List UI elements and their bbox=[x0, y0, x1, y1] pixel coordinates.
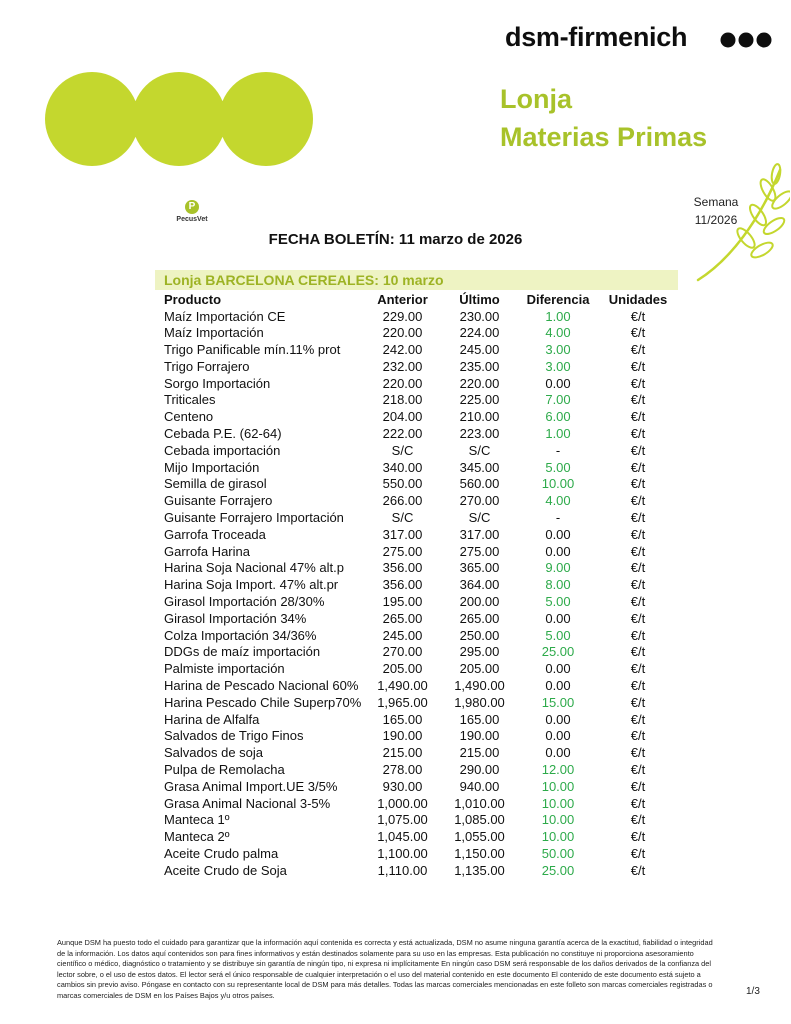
cell-units: €/t bbox=[630, 846, 646, 861]
cell-last: 560.00 bbox=[459, 476, 500, 492]
cell-previous: 930.00 bbox=[382, 778, 423, 794]
cell-product: Palmiste importación bbox=[164, 661, 285, 677]
cell-last: 345.00 bbox=[459, 459, 500, 475]
table-row bbox=[164, 594, 684, 611]
column-header-previous: Anterior bbox=[377, 292, 428, 307]
cell-product: Harina Soja Import. 47% alt.pr bbox=[164, 577, 339, 593]
cell-previous: 1,045.00 bbox=[377, 829, 428, 845]
table-row bbox=[164, 325, 684, 342]
cell-units: €/t bbox=[630, 762, 646, 778]
cell-last: 223.00 bbox=[459, 426, 500, 442]
cell-units: €/t bbox=[630, 745, 646, 761]
table-row bbox=[164, 846, 684, 863]
cell-last: 1,135.00 bbox=[454, 862, 505, 878]
cell-previous: 218.00 bbox=[382, 392, 423, 408]
cell-units: €/t bbox=[630, 375, 646, 391]
cell-product: Centeno bbox=[164, 409, 214, 425]
cell-product: Girasol Importación 28/30% bbox=[164, 594, 325, 610]
cell-product: Garrofa Troceada bbox=[164, 526, 266, 542]
cell-last: 1,980.00 bbox=[454, 694, 505, 710]
table-row bbox=[164, 628, 684, 645]
table-row bbox=[164, 560, 684, 577]
cell-previous: 1,965.00 bbox=[377, 694, 428, 710]
cell-units: €/t bbox=[630, 476, 646, 492]
table-row bbox=[164, 678, 684, 695]
cell-product: Sorgo Importación bbox=[164, 375, 271, 391]
cell-difference: 0.00 bbox=[545, 610, 571, 626]
cell-difference: 10.00 bbox=[541, 476, 575, 492]
cell-product: Girasol Importación 34% bbox=[164, 610, 307, 626]
cell-difference: 1.00 bbox=[545, 426, 571, 442]
cell-difference: - bbox=[555, 442, 561, 458]
cell-product: Trigo Panificable mín.11% prot bbox=[164, 342, 341, 358]
cell-product: Semilla de girasol bbox=[164, 476, 267, 492]
cell-product: Grasa Animal Import.UE 3/5% bbox=[164, 778, 338, 794]
table-row bbox=[164, 577, 684, 594]
cell-previous: 1,490.00 bbox=[377, 678, 428, 694]
cell-difference: 0.00 bbox=[545, 661, 571, 677]
cell-units: €/t bbox=[630, 778, 646, 794]
cell-difference: 3.00 bbox=[545, 358, 571, 374]
cell-previous: 266.00 bbox=[382, 493, 423, 509]
cell-difference: 10.00 bbox=[541, 812, 575, 828]
page-title-line1: Lonja bbox=[500, 84, 572, 114]
cell-difference: 4.00 bbox=[545, 493, 571, 509]
cell-previous: 229.00 bbox=[382, 308, 423, 324]
table-row bbox=[164, 712, 684, 729]
cell-product: Grasa Animal Nacional 3-5% bbox=[164, 795, 331, 811]
cell-product: Harina de Pescado Nacional 60% bbox=[164, 678, 359, 694]
table-row bbox=[164, 796, 684, 813]
cell-units: €/t bbox=[630, 678, 646, 694]
cell-difference: 1.00 bbox=[545, 308, 571, 324]
table-row bbox=[164, 745, 684, 762]
cell-product: DDGs de maíz importación bbox=[164, 644, 321, 660]
week-label: Semana bbox=[693, 195, 739, 209]
cell-units: €/t bbox=[630, 325, 646, 341]
cell-units: €/t bbox=[630, 627, 646, 643]
cell-previous: 205.00 bbox=[382, 661, 423, 677]
cell-product: Manteca 2º bbox=[164, 829, 230, 845]
cell-difference: 10.00 bbox=[541, 778, 575, 794]
cell-units: €/t bbox=[630, 493, 646, 509]
table-row bbox=[164, 728, 684, 745]
table-row bbox=[164, 342, 684, 359]
cell-units: €/t bbox=[630, 594, 646, 610]
cell-previous: 265.00 bbox=[382, 610, 423, 626]
cell-last: 1,490.00 bbox=[454, 678, 505, 694]
cell-previous: 550.00 bbox=[382, 476, 423, 492]
cell-difference: 0.00 bbox=[545, 728, 571, 744]
cell-last: 205.00 bbox=[459, 661, 500, 677]
cell-product: Maíz Importación CE bbox=[164, 308, 286, 324]
cell-difference: 12.00 bbox=[541, 762, 575, 778]
cell-units: €/t bbox=[630, 526, 646, 542]
cell-last: 295.00 bbox=[459, 644, 500, 660]
cell-units: €/t bbox=[630, 342, 646, 358]
cell-difference: 5.00 bbox=[545, 459, 571, 475]
cell-difference: 0.00 bbox=[545, 678, 571, 694]
cell-difference: 5.00 bbox=[545, 594, 571, 610]
cell-units: €/t bbox=[630, 577, 646, 593]
cell-previous: S/C bbox=[391, 442, 414, 458]
cell-product: Harina Pescado Chile Superp70% bbox=[164, 694, 362, 710]
cell-last: 220.00 bbox=[459, 375, 500, 391]
column-header-product: Producto bbox=[164, 292, 222, 307]
partner-logo bbox=[172, 200, 212, 230]
cell-product: Trigo Forrajero bbox=[164, 358, 250, 374]
cell-product: Aceite Crudo palma bbox=[164, 846, 279, 861]
cell-units: €/t bbox=[630, 442, 646, 458]
table-row bbox=[164, 443, 684, 460]
partner-logo-icon: P bbox=[185, 200, 199, 214]
cell-product: Mijo Importación bbox=[164, 459, 260, 475]
table-row bbox=[164, 510, 684, 527]
cell-last: S/C bbox=[468, 442, 491, 458]
cell-previous: 165.00 bbox=[382, 711, 423, 727]
cell-product: Guisante Forrajero bbox=[164, 493, 273, 509]
cell-previous: 215.00 bbox=[382, 745, 423, 761]
cell-difference: 7.00 bbox=[545, 392, 571, 408]
cell-product: Triticales bbox=[164, 392, 216, 408]
week-info bbox=[686, 193, 746, 229]
cell-last: 317.00 bbox=[459, 526, 500, 542]
cell-previous: 222.00 bbox=[382, 426, 423, 442]
cell-units: €/t bbox=[630, 644, 646, 660]
cell-difference: 0.00 bbox=[545, 375, 571, 391]
cell-units: €/t bbox=[630, 694, 646, 710]
cell-difference: 9.00 bbox=[545, 560, 571, 576]
cell-difference: 5.00 bbox=[545, 627, 571, 643]
decorative-circles bbox=[45, 72, 315, 167]
cell-previous: 340.00 bbox=[382, 459, 423, 475]
cell-last: 265.00 bbox=[459, 610, 500, 626]
cell-last: 200.00 bbox=[459, 594, 500, 610]
partner-logo-text: PecusVet bbox=[176, 216, 208, 223]
cell-units: €/t bbox=[630, 812, 646, 828]
cell-last: 230.00 bbox=[459, 308, 500, 324]
table-row bbox=[164, 695, 684, 712]
cell-last: 225.00 bbox=[459, 392, 500, 408]
cell-previous: 220.00 bbox=[382, 325, 423, 341]
page-title-line2: Materias Primas bbox=[500, 122, 708, 152]
cell-difference: 25.00 bbox=[541, 862, 575, 878]
page-number: 1/3 bbox=[746, 986, 760, 997]
cell-units: €/t bbox=[630, 510, 646, 526]
cell-previous: 278.00 bbox=[382, 762, 423, 778]
cell-difference: 3.00 bbox=[545, 342, 571, 358]
cell-product: Salvados de Trigo Finos bbox=[164, 728, 304, 744]
cell-difference: 25.00 bbox=[541, 644, 575, 660]
cell-last: 235.00 bbox=[459, 358, 500, 374]
cell-last: 364.00 bbox=[459, 577, 500, 593]
cell-units: €/t bbox=[630, 409, 646, 425]
cell-product: Manteca 1º bbox=[164, 812, 230, 828]
cell-last: 210.00 bbox=[459, 409, 500, 425]
legal-disclaimer: Aunque DSM ha puesto todo el cuidado para garantizar que la información aquí contenida es correcta y está actualizada, DSM no asume ninguna garantía acerca de la exactitud, fiabilidad o integridad de la información. Los datos aquí contenidos son para fines informativos y están destinados solamente para su uso en las empresas. Esta publicación no constituye ni proporciona asesoramiento científico o médico, diagnóstico o tratamiento y se distribuye sin garantía de ningún tipo, ni expresa ni implícitamente En ningún caso DSM será responsable de los daños derivados de la confianza del lector sobre, o el uso de estos datos. El lector será el único responsable de cualquier interpretación o el uso del material contenido en este documento El contenido de este documento está sujeto a cambios sin previo aviso. Póngase en contacto con su representante local de DSM para más detalles. Todas las marcas comerciales mencionadas en este folleto son marcas comerciales registradas o marcas comerciales de DSM en los Países Bajos y/u otros países. bbox=[57, 938, 713, 1000]
cell-last: 290.00 bbox=[459, 762, 500, 778]
cell-previous: 1,100.00 bbox=[377, 846, 428, 861]
cell-product: Garrofa Harina bbox=[164, 543, 250, 559]
cell-last: 365.00 bbox=[459, 560, 500, 576]
table-row bbox=[164, 376, 684, 393]
cell-units: €/t bbox=[630, 829, 646, 845]
cell-previous: 317.00 bbox=[382, 526, 423, 542]
cell-last: 1,150.00 bbox=[454, 846, 505, 861]
cell-units: €/t bbox=[630, 661, 646, 677]
cell-product: Salvados de soja bbox=[164, 745, 264, 761]
table-row bbox=[164, 544, 684, 561]
cell-units: €/t bbox=[630, 862, 646, 878]
cell-units: €/t bbox=[630, 459, 646, 475]
cell-product: Cebada importación bbox=[164, 442, 281, 458]
cell-units: €/t bbox=[630, 392, 646, 408]
cell-units: €/t bbox=[630, 795, 646, 811]
price-table bbox=[164, 292, 684, 880]
cell-product: Colza Importación 34/36% bbox=[164, 627, 317, 643]
cell-product: Cebada P.E. (62-64) bbox=[164, 426, 282, 442]
cell-previous: 1,000.00 bbox=[377, 795, 428, 811]
table-row bbox=[164, 359, 684, 376]
cell-difference: 10.00 bbox=[541, 829, 575, 845]
cell-previous: 275.00 bbox=[382, 543, 423, 559]
cell-difference: 8.00 bbox=[545, 577, 571, 593]
cell-difference: 0.00 bbox=[545, 526, 571, 542]
cell-units: €/t bbox=[630, 308, 646, 324]
cell-product: Guisante Forrajero Importación bbox=[164, 510, 344, 526]
cell-difference: 0.00 bbox=[545, 745, 571, 761]
table-row bbox=[164, 829, 684, 846]
week-value: 11/2026 bbox=[694, 213, 738, 227]
table-row bbox=[164, 426, 684, 443]
cell-difference: 0.00 bbox=[545, 543, 571, 559]
cell-units: €/t bbox=[630, 426, 646, 442]
cell-last: 270.00 bbox=[459, 493, 500, 509]
table-title: Lonja BARCELONA CEREALES: 10 marzo bbox=[164, 272, 444, 288]
table-row bbox=[164, 644, 684, 661]
table-row bbox=[164, 392, 684, 409]
cell-units: €/t bbox=[630, 610, 646, 626]
cell-last: 245.00 bbox=[459, 342, 500, 358]
cell-previous: 1,110.00 bbox=[377, 862, 428, 878]
brand-logo-text: dsm-firmenich bbox=[505, 22, 688, 52]
cell-difference: 50.00 bbox=[541, 846, 575, 861]
cell-last: 165.00 bbox=[459, 711, 500, 727]
cell-difference: 15.00 bbox=[541, 694, 575, 710]
cell-previous: 245.00 bbox=[382, 627, 423, 643]
cell-previous: 204.00 bbox=[382, 409, 423, 425]
cell-difference: 4.00 bbox=[545, 325, 571, 341]
cell-product: Pulpa de Remolacha bbox=[164, 762, 285, 778]
cell-product: Maíz Importación bbox=[164, 325, 264, 341]
cell-last: 1,085.00 bbox=[454, 812, 505, 828]
table-row bbox=[164, 863, 684, 880]
table-row bbox=[164, 460, 684, 477]
cell-product: Harina de Alfalfa bbox=[164, 711, 260, 727]
cell-last: 190.00 bbox=[459, 728, 500, 744]
table-header-row bbox=[164, 292, 684, 308]
cell-last: 224.00 bbox=[459, 325, 500, 341]
table-row bbox=[164, 812, 684, 829]
cell-previous: 356.00 bbox=[382, 560, 423, 576]
cell-previous: 190.00 bbox=[382, 728, 423, 744]
cell-units: €/t bbox=[630, 711, 646, 727]
cell-units: €/t bbox=[630, 358, 646, 374]
bulletin-date: FECHA BOLETÍN: 11 marzo de 2026 bbox=[268, 231, 523, 248]
table-row bbox=[164, 611, 684, 628]
cell-last: 940.00 bbox=[459, 778, 500, 794]
cell-product: Harina Soja Nacional 47% alt.p bbox=[164, 560, 344, 576]
cell-difference: 6.00 bbox=[545, 409, 571, 425]
cell-previous: 1,075.00 bbox=[377, 812, 428, 828]
cell-previous: 220.00 bbox=[382, 375, 423, 391]
brand-dots-icon bbox=[720, 32, 772, 48]
table-row bbox=[164, 661, 684, 678]
cell-last: 250.00 bbox=[459, 627, 500, 643]
table-row bbox=[164, 476, 684, 493]
cell-last: S/C bbox=[468, 510, 491, 526]
cell-previous: 356.00 bbox=[382, 577, 423, 593]
column-header-difference: Diferencia bbox=[526, 292, 590, 307]
column-header-units: Unidades bbox=[608, 292, 668, 307]
cell-units: €/t bbox=[630, 543, 646, 559]
cell-previous: 270.00 bbox=[382, 644, 423, 660]
table-row bbox=[164, 779, 684, 796]
cell-previous: 232.00 bbox=[382, 358, 423, 374]
table-row bbox=[164, 409, 684, 426]
table-row bbox=[164, 493, 684, 510]
column-header-last: Último bbox=[459, 292, 500, 307]
table-row bbox=[164, 527, 684, 544]
cell-units: €/t bbox=[630, 560, 646, 576]
cell-units: €/t bbox=[630, 728, 646, 744]
cell-product: Aceite Crudo de Soja bbox=[164, 862, 287, 878]
cell-difference: 10.00 bbox=[541, 795, 575, 811]
cell-last: 275.00 bbox=[459, 543, 500, 559]
table-row bbox=[164, 309, 684, 326]
cell-last: 1,010.00 bbox=[454, 795, 505, 811]
cell-difference: 0.00 bbox=[545, 711, 571, 727]
cell-last: 1,055.00 bbox=[454, 829, 505, 845]
cell-difference: - bbox=[555, 510, 561, 526]
cell-previous: 242.00 bbox=[382, 342, 423, 358]
cell-previous: S/C bbox=[391, 510, 414, 526]
cell-last: 215.00 bbox=[459, 745, 500, 761]
cell-previous: 195.00 bbox=[382, 594, 423, 610]
table-row bbox=[164, 762, 684, 779]
